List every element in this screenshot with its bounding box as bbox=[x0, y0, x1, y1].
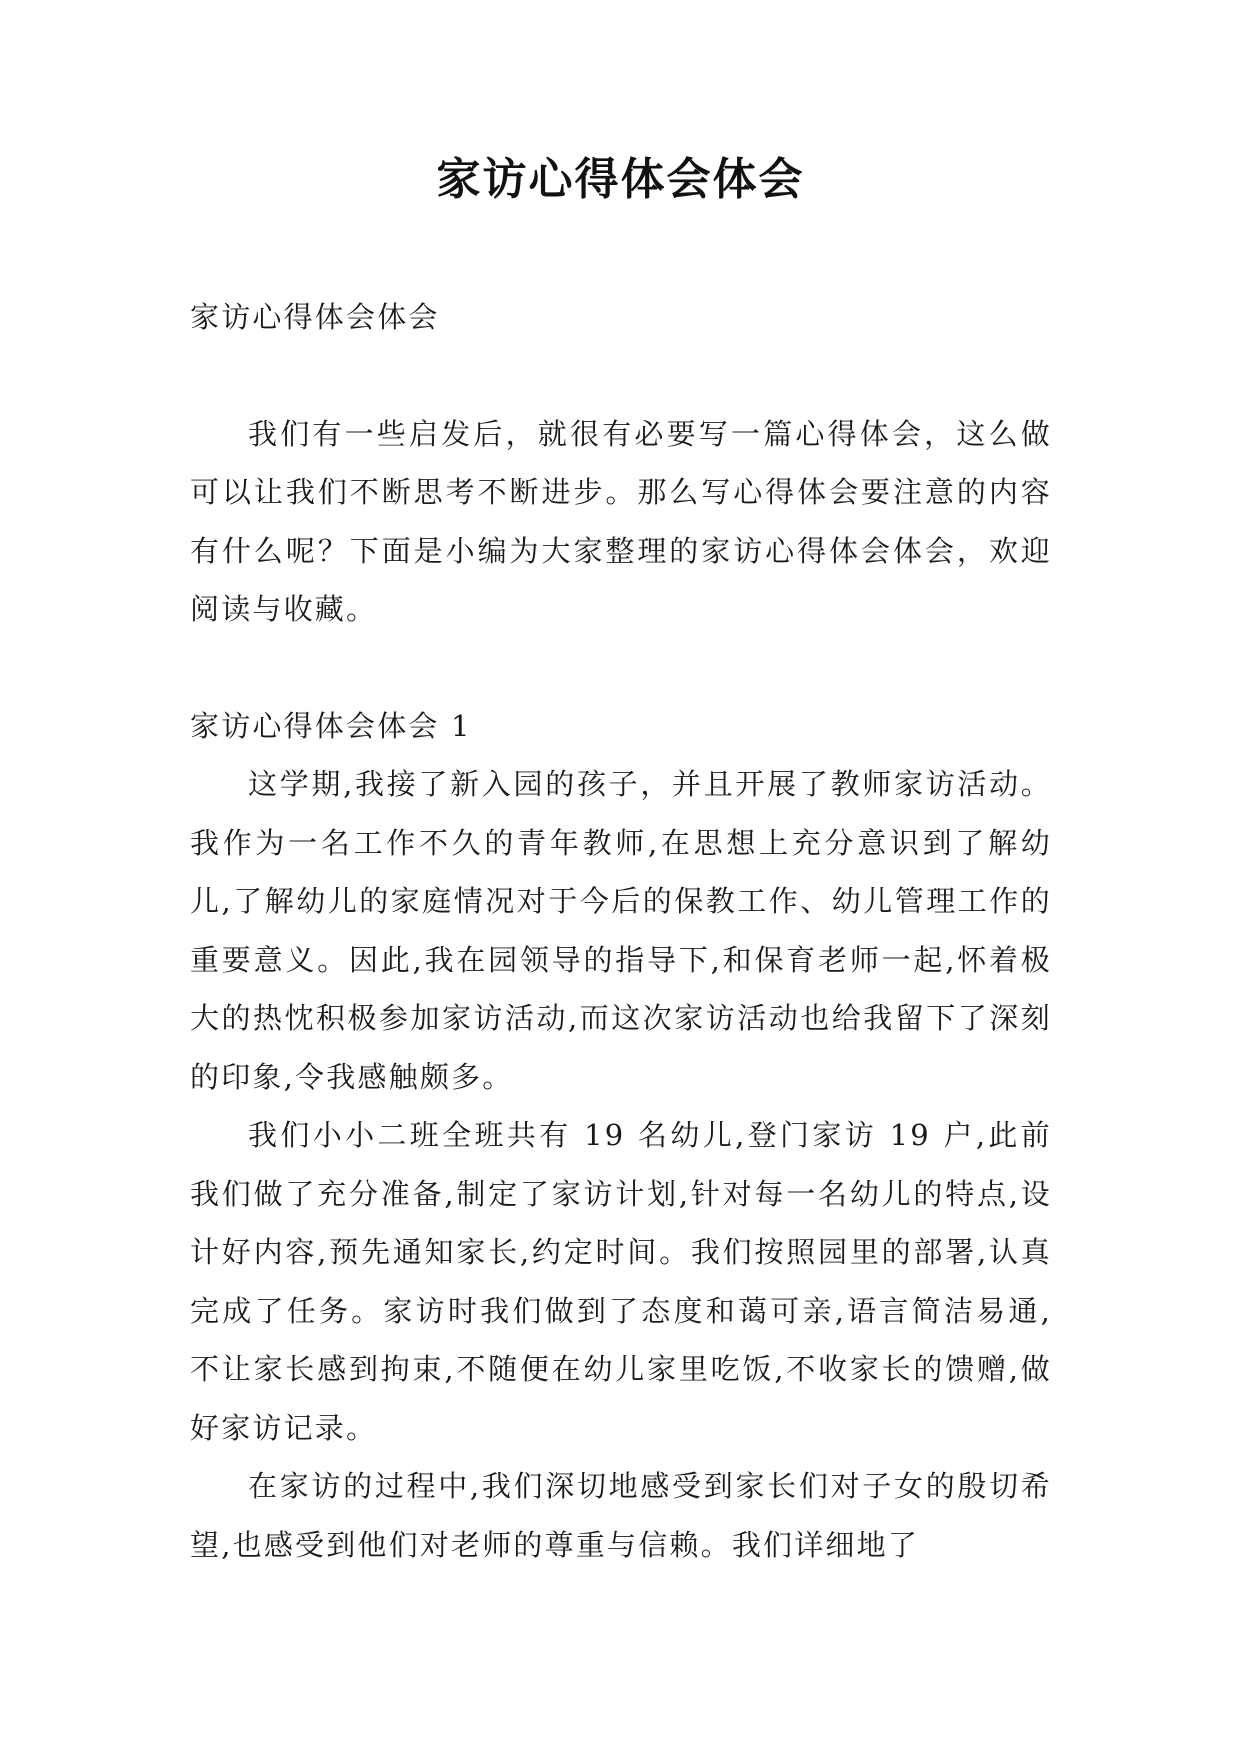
body-paragraph-3: 在家访的过程中,我们深切地感受到家长们对子女的殷切希望,也感受到他们对老师的尊重与信赖。我们详细地了 bbox=[190, 1469, 1052, 1562]
section-heading: 家访心得体会体会 1 bbox=[190, 708, 472, 743]
document-subtitle: 家访心得体会体会 bbox=[190, 300, 440, 334]
document-body bbox=[190, 288, 1052, 1574]
document-title: 家访心得体会体会 bbox=[436, 154, 805, 205]
body-paragraph-1: 这学期,我接了新入园的孩子，并且开展了教师家访活动。我作为一名工作不久的青年教师,在思想上充分意识到了解幼儿,了解幼儿的家庭情况对于今后的保教工作、幼儿管理工作的重要意义。因此,我在园领导的指导下,和保育老师一起,怀着极大的热忱积极参加家访活动,而这次家访活动也给我留下了深刻的印象,令我感触颇多。 bbox=[190, 767, 1052, 1094]
body-paragraph-2: 我们小小二班全班共有 19 名幼儿,登门家访 19 户,此前我们做了充分准备,制定了家访计划,针对每一名幼儿的特点,设计好内容,预先通知家长,约定时间。我们按照园里的部署,认真完成了任务。家访时我们做到了态度和蔼可亲,语言简洁易通,不让家长感到拘束,不随便在幼儿家里吃饭,不收家长的馈赠,做好家访记录。 bbox=[190, 1118, 1052, 1445]
intro-paragraph: 我们有一些启发后，就很有必要写一篇心得体会，这么做可以让我们不断思考不断进步。那么写心得体会要注意的内容有什么呢？下面是小编为大家整理的家访心得体会体会，欢迎阅读与收藏。 bbox=[190, 416, 1052, 626]
